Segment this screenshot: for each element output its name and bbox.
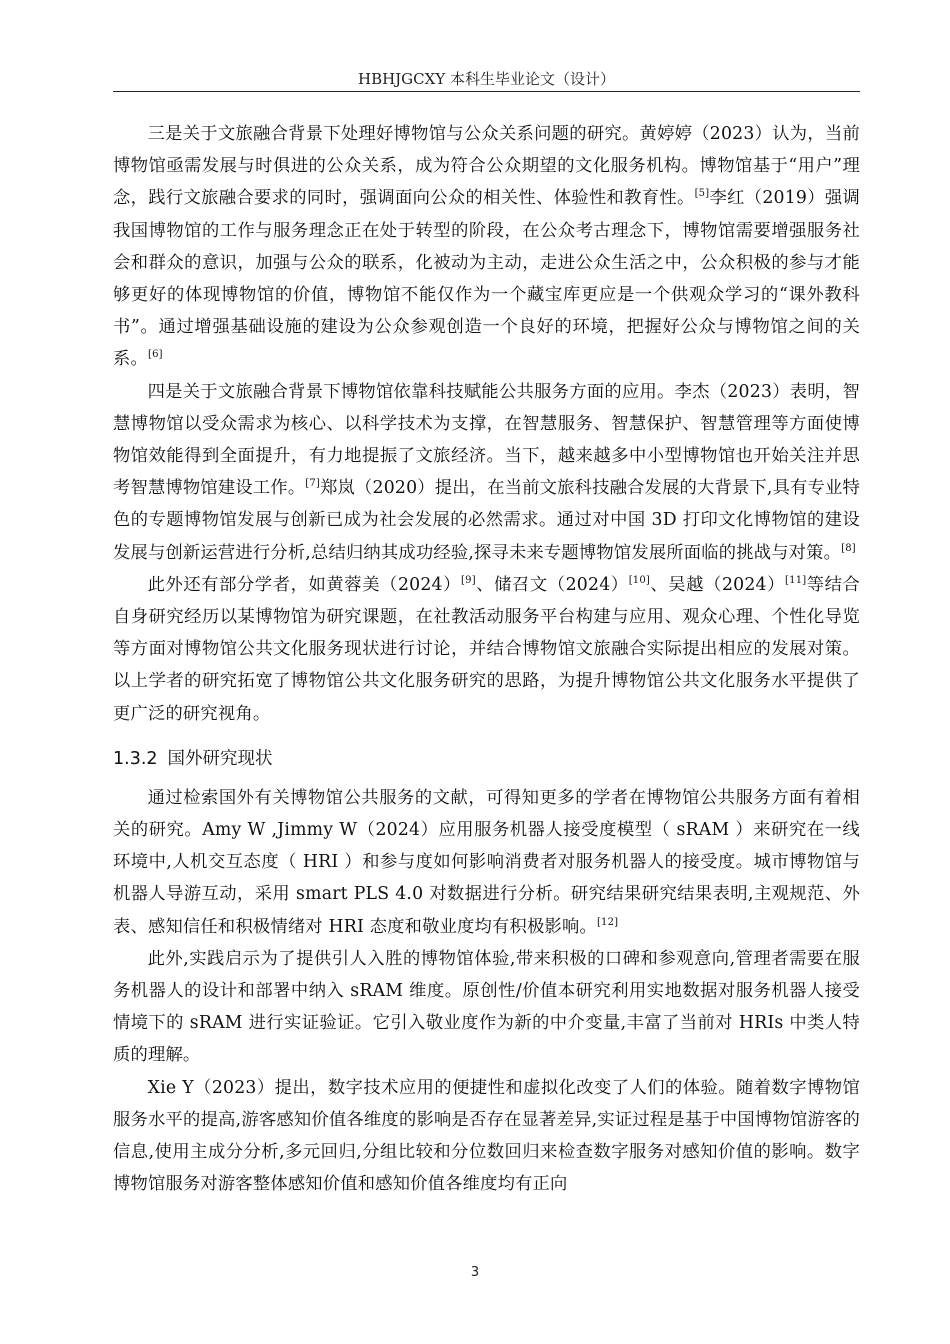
citation-ref: [8] bbox=[841, 542, 856, 554]
citation-ref: [12] bbox=[596, 916, 619, 928]
section-title: 国外研究现状 bbox=[167, 748, 273, 769]
header-divider bbox=[113, 91, 860, 92]
citation-ref: [10] bbox=[628, 575, 651, 587]
citation-ref: [9] bbox=[461, 575, 476, 587]
paragraph-practical-implications bbox=[113, 943, 860, 1072]
paragraph-text: 、储召文（2024） bbox=[475, 574, 629, 595]
page-header bbox=[113, 66, 860, 92]
paragraph-text: Xie Y（2023）提出，数字技术应用的便捷性和虚拟化改变了人们的体验。随着数字博物馆服务水平的提高,游客感知价值各维度的影响是否存在显著差异,实证过程是基于中国博物馆游客的信息,使用主成分分析,多元回归,分组比较和分位数回归来检查数字服务对感知价值的影响。数字博物馆服务对游客整体感知价值和感知价值各维度均有正向 bbox=[113, 1077, 860, 1195]
citation-ref: [11] bbox=[785, 575, 807, 587]
paragraph-text: 三是关于文旅融合背景下处理好博物馆与公众关系问题的研究。黄婷婷（2023）认为，当前博物馆亟需发展与时俱进的公众关系，成为符合公众期望的文化服务机构。博物馆基于“用户”理念，践行文旅融合要求的同时，强调面向公众的相关性、体验性和教育性。 bbox=[113, 124, 860, 209]
citation-ref: [5] bbox=[694, 188, 710, 200]
page-number: 3 bbox=[470, 1265, 480, 1280]
paragraph-text: 此外,实践启示为了提供引人入胜的博物馆体验,带来积极的口碑和参观意向,管理者需要在服务机器人的设计和部署中纳入 sRAM 维度。原创性/价值本研究利用实地数据对服务机器人接受情境下的 sRAM 进行实证验证。它引入敬业度作为新的中介变量,丰富了当前对 HRIs 中类人特质的理解。 bbox=[113, 948, 860, 1066]
paragraph-text: 李红（2019）强调我国博物馆的工作与服务理念正在处于转型的阶段，在公众考古理念下，博物馆需要增强服务社会和群众的意识，加强与公众的联系，化被动为主动，走进公众生活之中，公众积极的参与才能够更好的体现博物馆的价值，博物馆不能仅作为一个藏宝库更应是一个供观众学习的“课外教科书”。通过增强基础设施的建设为公众参观创造一个良好的环境，把握好公众与博物馆之间的关系。 bbox=[113, 188, 860, 370]
document-body bbox=[113, 118, 860, 1201]
paragraph-service-robots bbox=[113, 782, 860, 943]
header-title: HBHJGCXY 本科生毕业论文（设计） bbox=[357, 70, 615, 88]
citation-ref: [7] bbox=[305, 478, 321, 490]
section-number: 1.3.2 bbox=[113, 748, 158, 769]
paragraph-text: 四是关于文旅融合背景下博物馆依靠科技赋能公共服务方面的应用。李杰（2023）表明，智慧博物馆以受众需求为核心、以科学技术为支撑，在智慧服务、智慧保护、智慧管理等方面使博物馆效能得到全面提升，有力地提振了文旅经济。当下，越来越多中小型博物馆也开始关注并思考智慧博物馆建设工作。 bbox=[113, 381, 860, 499]
paragraph-text: 等结合自身研究经历以某博物馆为研究课题，在社教活动服务平台构建与应用、观众心理、个性化导览等方面对博物馆公共文化服务现状进行讨论，并结合博物馆文旅融合实际提出相应的发展对策。以上学者的研究拓宽了博物馆公共文化服务研究的思路，为提升博物馆公共文化服务水平提供了更广泛的研究视角。 bbox=[113, 574, 861, 724]
paragraph-text: 通过检索国外有关博物馆公共服务的文献，可得知更多的学者在博物馆公共服务方面有着相关的研究。Amy W ,Jimmy W（2024）应用服务机器人接受度模型（ sRAM ）来研究在一线环境中,人机交互态度（ HRI ）和参与度如何影响消费者对服务机器人的接受度。城市博物馆与机器人导游互动，采用 smart PLS 4.0 对数据进行分析。研究结果研究结果表明,主观规范、外表、感知信任和积极情绪对 HRI 态度和敬业度均有积极影响。 bbox=[113, 787, 860, 937]
paragraph-technology bbox=[113, 376, 860, 569]
citation-ref: [6] bbox=[147, 349, 163, 361]
paragraph-text: 此外还有部分学者，如黄蓉美（2024） bbox=[147, 574, 462, 595]
section-heading bbox=[113, 742, 860, 776]
paragraph-public-relations bbox=[113, 118, 860, 376]
paragraph-other-scholars bbox=[113, 569, 860, 730]
paragraph-digital-museum bbox=[113, 1072, 860, 1201]
paragraph-text: 、吴越（2024） bbox=[650, 574, 786, 595]
paragraph-text: 郑岚（2020）提出，在当前文旅科技融合发展的大背景下,具有专业特色的专题博物馆发展与创新已成为社会发展的必然需求。通过对中国 3D 打印文化博物馆的建设发展与创新运营进行分析,总结归纳其成功经验,探寻未来专题博物馆发展所面临的挑战与对策。 bbox=[113, 478, 861, 563]
